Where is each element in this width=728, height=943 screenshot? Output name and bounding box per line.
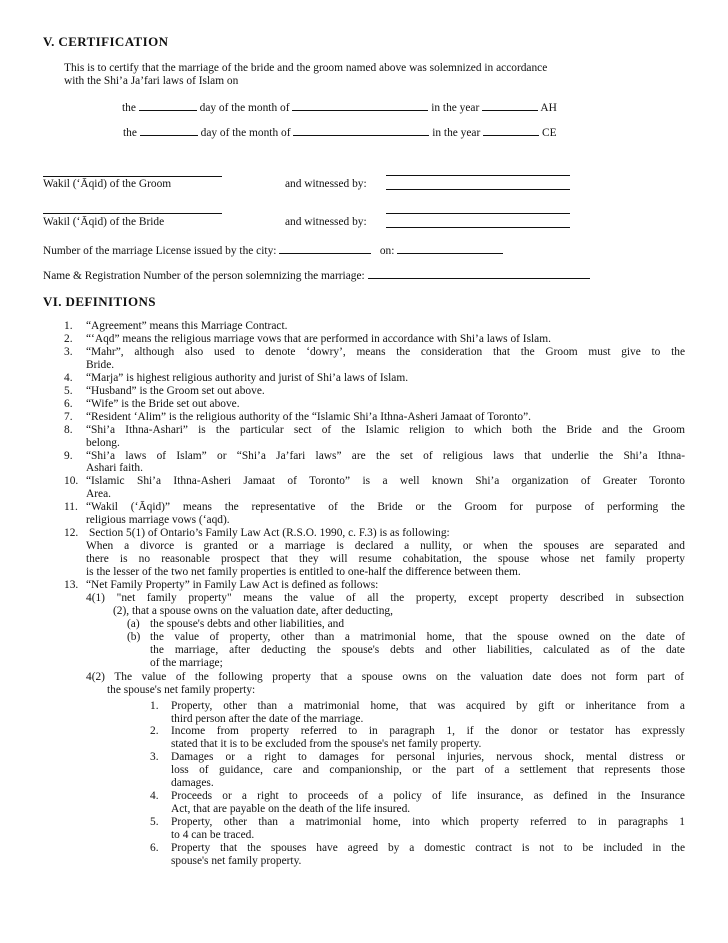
section-4-2-item-text-line: Act, that are payable on the death of the life insured. <box>171 803 411 816</box>
groom-witness-line-1[interactable] <box>386 175 570 176</box>
definition-number: 12. <box>64 527 79 540</box>
date-the-label: the <box>123 127 137 139</box>
section-4-2-item-number: 2. <box>150 725 159 738</box>
definition-text-line: there is no reasonable prospect that they will resume cohabitation, the spouse whose net family property <box>86 553 685 566</box>
certification-intro-line2: with the Shi’a Ja’fari laws of Islam on <box>64 75 239 87</box>
section-4-2-item-number: 5. <box>150 816 159 829</box>
bride-witnessed-by-label: and witnessed by: <box>285 216 367 228</box>
definition-number: 11. <box>64 501 78 514</box>
definition-number: 1. <box>64 320 73 332</box>
definition-number: 8. <box>64 423 73 436</box>
definition-number: 7. <box>64 410 73 423</box>
month-field-ah[interactable] <box>292 100 428 111</box>
section-4-2-item-text-line: stated that it is to be excluded from the spouse's net family property. <box>171 738 482 751</box>
bride-wakil-label: Wakil (‘Āqid) of the Bride <box>43 216 165 228</box>
license-number-field[interactable] <box>279 243 371 254</box>
section-4-2-item-number: 6. <box>150 842 159 854</box>
section-4-2-item-text-line: third person after the date of the marriage. <box>171 712 364 725</box>
definition-text-line: “Wife” is the Bride set out above. <box>86 397 240 410</box>
section-4-2-item-text-line: to 4 can be traced. <box>171 829 255 842</box>
date-era-ah: AH <box>540 102 557 114</box>
section-4-2-item-text-line: loss of guidance, care and companionship, or the part of a settlement that represents those <box>171 764 685 777</box>
section-4-2-item-text-line: damages. <box>171 777 214 790</box>
definition-text-line: “Marja” is highest religious authority and jurist of Shi’a laws of Islam. <box>86 371 409 384</box>
date-dayof-label: day of the month of <box>199 102 290 114</box>
definition-text-line: “Shi’a laws of Islam” or “Shi’a Ja’fari laws” are the set of religious laws that underlie the Shi’a Ithna- <box>86 449 685 462</box>
section-4-2-item-text-line: Property, other than a matrimonial home, that was acquired by gift or inheritance from a <box>171 699 685 712</box>
section-4-2-item-text-line: Property, other than a matrimonial home, into which property referred to in paragraphs 1 <box>171 816 685 829</box>
definition-text-line: “Shi’a Ithna-Ashari” is the particular sect of the Islamic religion to which both the Bride and the Groom <box>86 423 685 436</box>
definitions-heading: VI. DEFINITIONS <box>43 294 156 309</box>
groom-wakil-signature-line[interactable] <box>43 176 222 177</box>
definition-text-line: “Agreement” means this Marriage Contract. <box>86 320 288 332</box>
definition-number: 6. <box>64 397 73 410</box>
year-field-ce[interactable] <box>483 125 539 136</box>
section-4-2-item-text-line: Damages or a right to damages for personal injuries, nervous shock, mental distress or <box>171 751 685 764</box>
license-row <box>43 243 503 258</box>
month-field-ce[interactable] <box>293 125 429 136</box>
license-label: Number of the marriage License issued by the city: <box>43 245 277 257</box>
section-4-2-item-number: 4. <box>150 790 159 803</box>
bride-witness-line-1[interactable] <box>386 213 570 214</box>
definition-text-line: “Islamic Shi’a Ithna-Asheri Jamaat of Toronto” is a well known Shi’a organization of Greater Toronto <box>86 475 685 488</box>
date-row-ce <box>123 125 557 140</box>
bride-wakil-signature-line[interactable] <box>43 213 222 214</box>
section-4-2-item-text-line: spouse's net family property. <box>171 854 302 867</box>
year-field-ah[interactable] <box>482 100 538 111</box>
definition-number: 10. <box>64 475 79 488</box>
section-4-1-line: (2), that a spouse owns on the valuation date, after deducting, <box>113 604 393 617</box>
section-4-2-item-number: 3. <box>150 751 159 764</box>
definition-text-line: “Net Family Property” in Family Law Act is defined as follows: <box>86 579 379 591</box>
section-4-1-b-text-line: the marriage, after deducting the spouse's debts and other liabilities, calculated as of the date <box>150 643 685 656</box>
section-4-2-line: the spouse's net family property: <box>107 683 256 696</box>
definition-text-line: is the lesser of the two net family properties is entitled to one-half the difference between them. <box>86 566 521 579</box>
certification-heading: V. CERTIFICATION <box>43 34 169 49</box>
definition-text-line: “‘Aqd” means the religious marriage vows that are performed in accordance with Shi’a laws of Islam. <box>86 332 551 345</box>
date-the-label: the <box>122 102 136 114</box>
registration-field[interactable] <box>368 268 590 279</box>
definition-text-line: When a divorce is granted or a marriage is declared a nullity, or when the spouses are separated and <box>86 540 685 553</box>
definition-text-line: Ashari faith. <box>86 462 143 475</box>
section-4-1-b-text-line: of the marriage; <box>150 656 223 669</box>
day-field-ah[interactable] <box>139 100 197 111</box>
groom-wakil-label: Wakil (‘Āqid) of the Groom <box>43 178 172 190</box>
definition-number: 13. <box>64 579 79 591</box>
definition-number: 5. <box>64 384 73 397</box>
section-4-2-item-number: 1. <box>150 699 159 712</box>
definition-number: 9. <box>64 449 73 462</box>
definition-text-line: “Resident ‘Alim” is the religious authority of the “Islamic Shi’a Ithna-Asheri Jamaat of Toronto”. <box>86 410 532 423</box>
certification-intro-line1: This is to certify that the marriage of the bride and the groom named above was solemnized in accordance <box>64 62 548 74</box>
registration-label: Name & Registration Number of the person solemnizing the marriage: <box>43 270 365 282</box>
section-4-2-item-text-line: Income from property referred to in paragraph 1, if the donor or testator has expressly <box>171 725 685 738</box>
definition-text-line: Bride. <box>86 358 115 371</box>
definition-text-line: “Husband” is the Groom set out above. <box>86 384 265 397</box>
date-dayof-label: day of the month of <box>200 127 291 139</box>
license-date-field[interactable] <box>397 243 503 254</box>
bride-witness-line-2[interactable] <box>386 227 570 228</box>
day-field-ce[interactable] <box>140 125 198 136</box>
date-row-ah <box>122 100 557 115</box>
section-4-1-a-text-line: the spouse's debts and other liabilities, and <box>150 617 345 630</box>
section-4-1-b-text-line: the value of property, other than a matrimonial home, that the spouse owned on the date of <box>150 630 685 643</box>
section-4-1-b-number: (b) <box>127 630 141 643</box>
section-4-2-item-text-line: Proceeds or a right to proceeds of a policy of life insurance, as defined in the Insurance <box>171 790 685 803</box>
section-4-2-item-text-line: Property that the spouses have agreed by a domestic contract is not to be included in the <box>171 842 685 854</box>
definition-text-line: “Mahr”, although also used to denote ‘dowry’, means the consideration that the Groom must give to the <box>86 345 685 358</box>
definition-text-line: Section 5(1) of Ontario’s Family Law Act (R.S.O. 1990, c. F.3) is as following: <box>89 527 450 540</box>
definition-number: 3. <box>64 345 73 358</box>
registration-row <box>43 268 590 283</box>
groom-witness-line-2[interactable] <box>386 189 570 190</box>
definition-number: 4. <box>64 371 73 384</box>
license-on-label: on: <box>379 245 395 257</box>
definition-text-line: Area. <box>86 488 111 501</box>
section-4-1-line: 4(1) "net family property" means the value of all the property, except property described in subsection <box>86 591 684 604</box>
date-year-label: in the year <box>432 127 481 139</box>
date-year-label: in the year <box>431 102 480 114</box>
section-4-2-line: 4(2) The value of the following property that a spouse owns on the valuation date does not form part of <box>86 670 684 683</box>
date-era-ce: CE <box>542 127 557 139</box>
definition-text-line: religious marriage vows (‘aqd). <box>86 514 230 527</box>
definition-number: 2. <box>64 332 73 345</box>
definition-text-line: belong. <box>86 436 120 449</box>
definition-text-line: “Wakil (‘Āqid)” means the representative of the Bride or the Groom for purpose of performing the <box>86 501 685 514</box>
groom-witnessed-by-label: and witnessed by: <box>285 178 367 190</box>
section-4-1-a-number: (a) <box>127 617 140 630</box>
